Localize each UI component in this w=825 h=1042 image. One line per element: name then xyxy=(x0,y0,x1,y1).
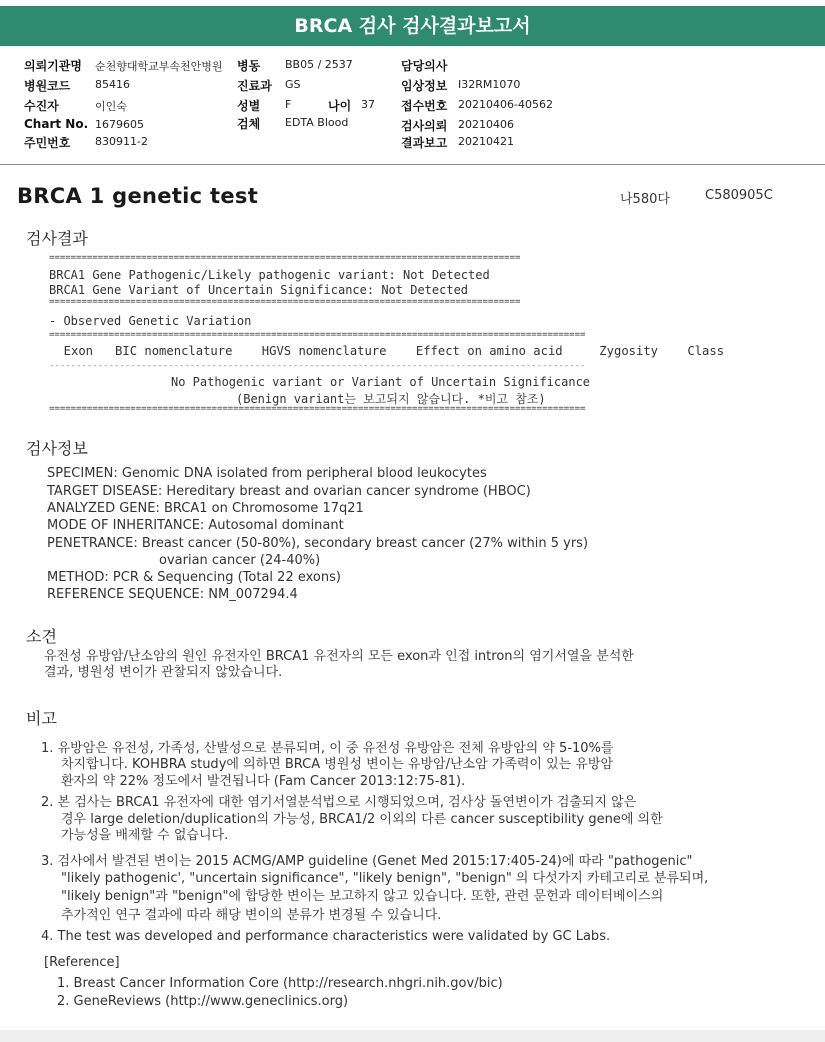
reference-heading: [Reference] xyxy=(44,955,120,970)
institution-label: 의뢰기관명 xyxy=(24,59,82,73)
clinical-label: 임상정보 xyxy=(401,79,448,93)
patient-value: 이인숙 xyxy=(95,100,127,113)
doctor-label: 담당의사 xyxy=(401,59,448,73)
patient-info-panel xyxy=(0,52,825,165)
reference-2: 2. GeneReviews (http://www.geneclinics.org) xyxy=(57,994,349,1009)
reference-sequence-info: REFERENCE SEQUENCE: NM_007294.4 xyxy=(47,587,298,602)
receipt-value: 20210406-40562 xyxy=(458,98,553,111)
test-title: BRCA 1 genetic test xyxy=(17,184,259,208)
report-date-value: 20210421 xyxy=(458,135,514,148)
remark-4: 4. The test was developed and performance characteristics were validated by GC Labs. xyxy=(41,929,611,944)
remark-3-line-2: "likely pathogenic', "uncertain significance", "likely benign", "benign" 의 다섯가지 카테고리로 분류되며, xyxy=(61,871,709,886)
result-heading: 검사결과 xyxy=(26,229,88,248)
dept-label: 진료과 xyxy=(237,79,272,93)
result-pathogenic-line: BRCA1 Gene Pathogenic/Likely pathogenic variant: Not Detected xyxy=(49,268,490,282)
clinical-value: I32RM1070 xyxy=(458,78,521,91)
observed-variation-label: - Observed Genetic Variation xyxy=(49,314,252,328)
remark-1-line-3: 환자의 약 22% 정도에서 발견됩니다 (Fam Cancer 2013:12:75-81). xyxy=(61,774,466,789)
hospital-code-value: 85416 xyxy=(95,78,130,91)
ward-value: BB05 / 2537 xyxy=(285,58,353,71)
specimen-value: EDTA Blood xyxy=(285,116,349,129)
remark-3-line-3: "likely benign"과 "benign"에 합당한 변이는 보고하지 않고 있습니다. 또한, 관련 문헌과 데이터베이스의 xyxy=(61,889,664,904)
chart-label: Chart No. xyxy=(24,117,89,131)
findings-line-1: 유전성 유방암/난소암의 원인 유전자인 BRCA1 유전자의 모든 exon과 인접 intron의 염기서열을 분석한 xyxy=(44,649,634,664)
age-value: 37 xyxy=(361,98,375,111)
remark-1-line-2: 차지합니다. KOHBRA study에 의하면 BRCA 병원성 변이는 유방암/난소암 가족력이 있는 유방암 xyxy=(61,757,614,772)
remark-1-line-1: 1. 유방암은 유전성, 가족성, 산발성으로 분류되며, 이 중 유전성 유방암은 전체 유방암의 약 5-10%를 xyxy=(41,741,614,756)
report-date-label: 결과보고 xyxy=(401,136,448,150)
result-separator-1: ======================================================================================= xyxy=(49,253,521,263)
no-variant-line: No Pathogenic variant or Variant of Uncertain Significance xyxy=(171,375,591,389)
analyzed-gene-info: ANALYZED GENE: BRCA1 on Chromosome 17q21 xyxy=(47,501,364,516)
rrn-value: 830911-2 xyxy=(95,135,148,148)
chart-value: 1679605 xyxy=(95,118,144,131)
patient-label: 수진자 xyxy=(24,99,59,113)
remark-2-line-1: 2. 본 검사는 BRCA1 유전자에 대한 염기서열분석법으로 시행되었으며, 검사상 돌연변이가 검출되지 않은 xyxy=(41,795,637,810)
reference-1: 1. Breast Cancer Information Core (http://research.nhgri.nih.gov/bic) xyxy=(57,976,503,991)
remark-2-line-3: 가능성을 배제할 수 없습니다. xyxy=(61,828,229,843)
specimen-info: SPECIMEN: Genomic DNA isolated from peripheral blood leukocytes xyxy=(47,466,487,481)
hospital-code-label: 병원코드 xyxy=(24,79,71,93)
institution-value: 순천향대학교부속천안병원 xyxy=(95,60,223,73)
dept-value: GS xyxy=(285,78,301,91)
test-code-2: C580905C xyxy=(705,188,773,203)
ward-label: 병동 xyxy=(237,59,261,73)
remarks-heading: 비고 xyxy=(26,709,57,728)
result-separator-2: ======================================================================================= xyxy=(49,297,521,307)
request-value: 20210406 xyxy=(458,118,514,131)
table-separator-mid: --------------------------------------------------------------------------------------------------- xyxy=(49,361,586,371)
variation-table-header: Exon BIC nomenclature HGVS nomenclature Effect on amino acid Zygosity Class xyxy=(49,344,725,358)
age-label: 나이 xyxy=(328,99,352,113)
penetrance-info: PENETRANCE: Breast cancer (50-80%), secondary breast cancer (27% within 5 yrs) xyxy=(47,536,589,551)
test-info-heading: 검사정보 xyxy=(26,439,88,458)
request-label: 검사의뢰 xyxy=(401,119,448,133)
result-vus-line: BRCA1 Gene Variant of Uncertain Significance: Not Detected xyxy=(49,283,469,297)
target-disease-info: TARGET DISEASE: Hereditary breast and ovarian cancer syndrome (HBOC) xyxy=(47,484,531,499)
penetrance-ovarian-info: ovarian cancer (24-40%) xyxy=(159,553,321,568)
remark-3-line-4: 추가적인 연구 결과에 따라 해당 변이의 분류가 변경될 수 있습니다. xyxy=(61,908,442,923)
table-separator-bottom: =================================================================================================== xyxy=(49,404,586,414)
method-info: METHOD: PCR & Sequencing (Total 22 exons) xyxy=(47,570,341,585)
specimen-label: 검체 xyxy=(237,117,261,131)
remark-3-line-1: 3. 검사에서 발견된 변이는 2015 ACMG/AMP guideline (Genet Med 2015:17:405-24)에 따라 "pathogenic" xyxy=(41,854,693,869)
benign-note-line: (Benign variant는 보고되지 않습니다. *비고 참조) xyxy=(236,392,546,406)
test-code-1: 나580다 xyxy=(620,192,670,207)
rrn-label: 주민번호 xyxy=(24,136,71,150)
remark-2-line-2: 경우 large deletion/duplication의 가능성, BRCA1/2 이외의 다른 cancer susceptibility gene에 의한 xyxy=(61,812,663,827)
report-title: BRCA 검사 검사결과보고서 xyxy=(0,6,825,46)
inheritance-info: MODE OF INHERITANCE: Autosomal dominant xyxy=(47,518,344,533)
findings-line-2: 결과, 병원성 변이가 관찰되지 않았습니다. xyxy=(44,665,283,680)
receipt-label: 접수번호 xyxy=(401,99,448,113)
page-footer-bar xyxy=(0,1030,825,1042)
table-separator-top: =================================================================================================== xyxy=(49,330,586,340)
sex-label: 성별 xyxy=(237,99,261,113)
findings-heading: 소견 xyxy=(26,627,57,646)
sex-value: F xyxy=(285,98,292,111)
